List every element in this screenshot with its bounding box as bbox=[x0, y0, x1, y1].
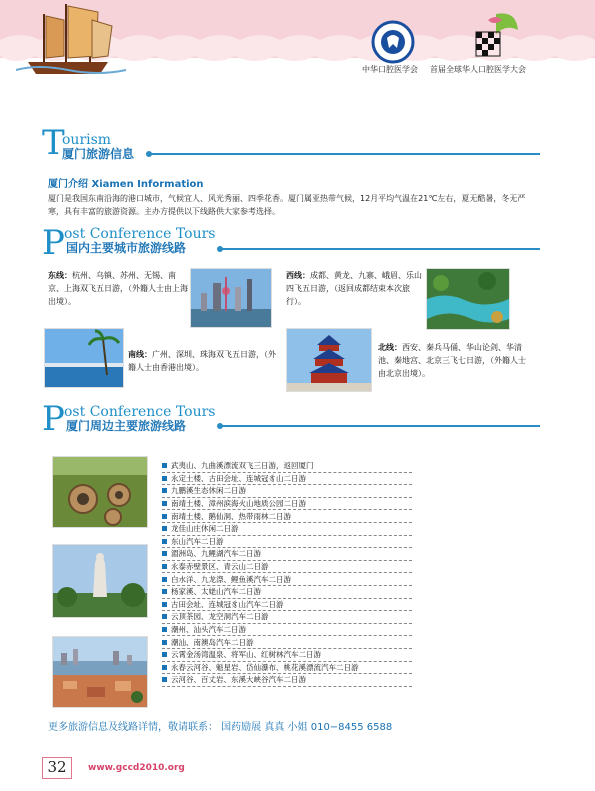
route-west bbox=[286, 269, 422, 308]
org-name-csa: 中华口腔医学会 bbox=[362, 65, 418, 74]
tulou-earth-buildings-photo bbox=[52, 456, 148, 528]
section-rule-dot bbox=[217, 246, 223, 252]
route-north-text: 西安、秦兵马俑、华山论剑、华清池、秦地宫、北京三飞七日游，（外籍人士由北京出境）。 bbox=[378, 343, 526, 378]
sailing-ship-illustration bbox=[8, 0, 128, 82]
bullet-square-icon bbox=[162, 640, 167, 645]
bullet-square-icon bbox=[162, 602, 167, 607]
bullet-square-icon bbox=[162, 564, 167, 569]
list-item: 杨家溪、太姥山汽车二日游 bbox=[162, 586, 412, 599]
route-west-text: 成都、黄龙、九寨、峨眉、乐山四飞五日游，（返回成都结束本次旅行）。 bbox=[286, 271, 422, 306]
list-item: 云河谷、百丈岩、东溪大峡谷汽车二日游 bbox=[162, 674, 412, 687]
section-rule bbox=[222, 425, 540, 427]
section-rule-dot bbox=[217, 423, 223, 429]
shanghai-skyline-photo bbox=[190, 268, 272, 328]
section-rule bbox=[222, 248, 540, 250]
section-rule-dot bbox=[146, 151, 152, 157]
bullet-square-icon bbox=[162, 652, 167, 657]
bullet-square-icon bbox=[162, 577, 167, 582]
list-item: 云顶茶园、龙空洞汽车二日游 bbox=[162, 611, 412, 624]
route-east-label: 东线： bbox=[48, 271, 72, 280]
route-south-text: 广州、深圳、珠海双飞五日游，（外籍人士由香港出境）。 bbox=[128, 350, 276, 372]
tourism-initial-letter: T bbox=[42, 123, 65, 163]
list-item: 龙佳山庄休闲二日游 bbox=[162, 523, 412, 536]
domestic-tours-title-cn: 国内主要城市旅游线路 bbox=[66, 241, 187, 255]
bullet-square-icon bbox=[162, 476, 167, 481]
list-item: 潮州、汕头汽车二日游 bbox=[162, 624, 412, 637]
list-item: 东山汽车二日游 bbox=[162, 536, 412, 549]
route-north bbox=[378, 341, 528, 380]
page-number: 32 bbox=[42, 757, 72, 779]
bullet-square-icon bbox=[162, 514, 167, 519]
tourism-title-en: ourism bbox=[62, 132, 112, 148]
org-name-conference: 首届全球华人口腔医学大会 bbox=[430, 65, 526, 74]
route-south bbox=[128, 348, 278, 374]
list-item: 南靖土楼、漳州滨海火山地质公园二日游 bbox=[162, 498, 412, 511]
xiamen-cityscape-photo bbox=[52, 636, 148, 708]
bullet-square-icon bbox=[162, 614, 167, 619]
domestic-tours-title-en: ost Conference Tours bbox=[64, 226, 216, 242]
section-rule bbox=[150, 153, 540, 155]
local-tours-initial-letter: P bbox=[42, 399, 65, 439]
bullet-square-icon bbox=[162, 539, 167, 544]
bullet-square-icon bbox=[162, 589, 167, 594]
website-link[interactable]: www.gccd2010.org bbox=[88, 763, 185, 773]
list-item: 南靖土楼、鹅仙洞、热带雨林二日游 bbox=[162, 510, 412, 523]
route-north-label: 北线： bbox=[378, 343, 402, 352]
route-west-label: 西线： bbox=[286, 271, 310, 280]
list-item: 湄洲岛、九鲤湖汽车二日游 bbox=[162, 548, 412, 561]
jiuzhaigou-lake-photo bbox=[426, 268, 510, 330]
bullet-square-icon bbox=[162, 488, 167, 493]
list-item: 古田会址、连城冠豸山汽车二日游 bbox=[162, 599, 412, 612]
global-chinese-conference-logo bbox=[466, 10, 524, 62]
intro-title: 厦门介绍 Xiamen Information bbox=[48, 179, 204, 190]
list-item: 潮汕、南澳岛汽车二日游 bbox=[162, 636, 412, 649]
list-item: 白水洋、九龙漈、鲤鱼溪汽车二日游 bbox=[162, 573, 412, 586]
temple-of-heaven-photo bbox=[286, 328, 372, 392]
chinese-stomatological-association-logo bbox=[370, 20, 416, 64]
route-east-text: 杭州、乌镇、苏州、无锡、南京、上海双飞五日游，（外籍人士由上海出境）。 bbox=[48, 271, 188, 306]
tropical-beach-photo bbox=[44, 328, 124, 388]
domestic-tours-initial-letter: P bbox=[42, 223, 65, 263]
bullet-square-icon bbox=[162, 665, 167, 670]
local-tours-title-cn: 厦门周边主要旅游线路 bbox=[66, 419, 187, 433]
bullet-square-icon bbox=[162, 526, 167, 531]
contact-info: 更多旅游信息及线路详情，敬请联系： 国药励展 真真 小姐 010−8455 6588 bbox=[48, 722, 393, 733]
tourism-title-cn: 厦门旅游信息 bbox=[62, 147, 135, 161]
bullet-square-icon bbox=[162, 501, 167, 506]
intro-text: 厦门是我国东南沿海的港口城市，气候宜人、风光秀丽、四季花香。厦门属亚热带气候，12月平均气温在21℃左右，夏无酷暑，冬无严寒，具有丰富的旅游资源。主办方提供以下线路供大家参考选择。 bbox=[48, 194, 526, 216]
buddha-statue-photo bbox=[52, 544, 148, 618]
route-east bbox=[48, 269, 188, 308]
bullet-square-icon bbox=[162, 463, 167, 468]
local-tours-title-en: ost Conference Tours bbox=[64, 404, 216, 420]
list-item: 永泰赤壁景区、青云山二日游 bbox=[162, 561, 412, 574]
list-item: 武夷山、九曲溪漂流双飞三日游，返回厦门 bbox=[162, 460, 412, 473]
bullet-square-icon bbox=[162, 677, 167, 682]
list-item: 永春云河谷、魁星岩、岱仙瀑布、桃花溪漂流汽车二日游 bbox=[162, 662, 412, 675]
list-item: 云霄金汤湾温泉、将军山、红树林汽车二日游 bbox=[162, 649, 412, 662]
bullet-square-icon bbox=[162, 627, 167, 632]
route-south-label: 南线： bbox=[128, 350, 152, 359]
bullet-square-icon bbox=[162, 551, 167, 556]
local-tours-list bbox=[162, 460, 412, 687]
list-item: 九鹏溪生态休闲二日游 bbox=[162, 485, 412, 498]
list-item: 永定土楼、古田会址、连城冠豸山二日游 bbox=[162, 473, 412, 486]
